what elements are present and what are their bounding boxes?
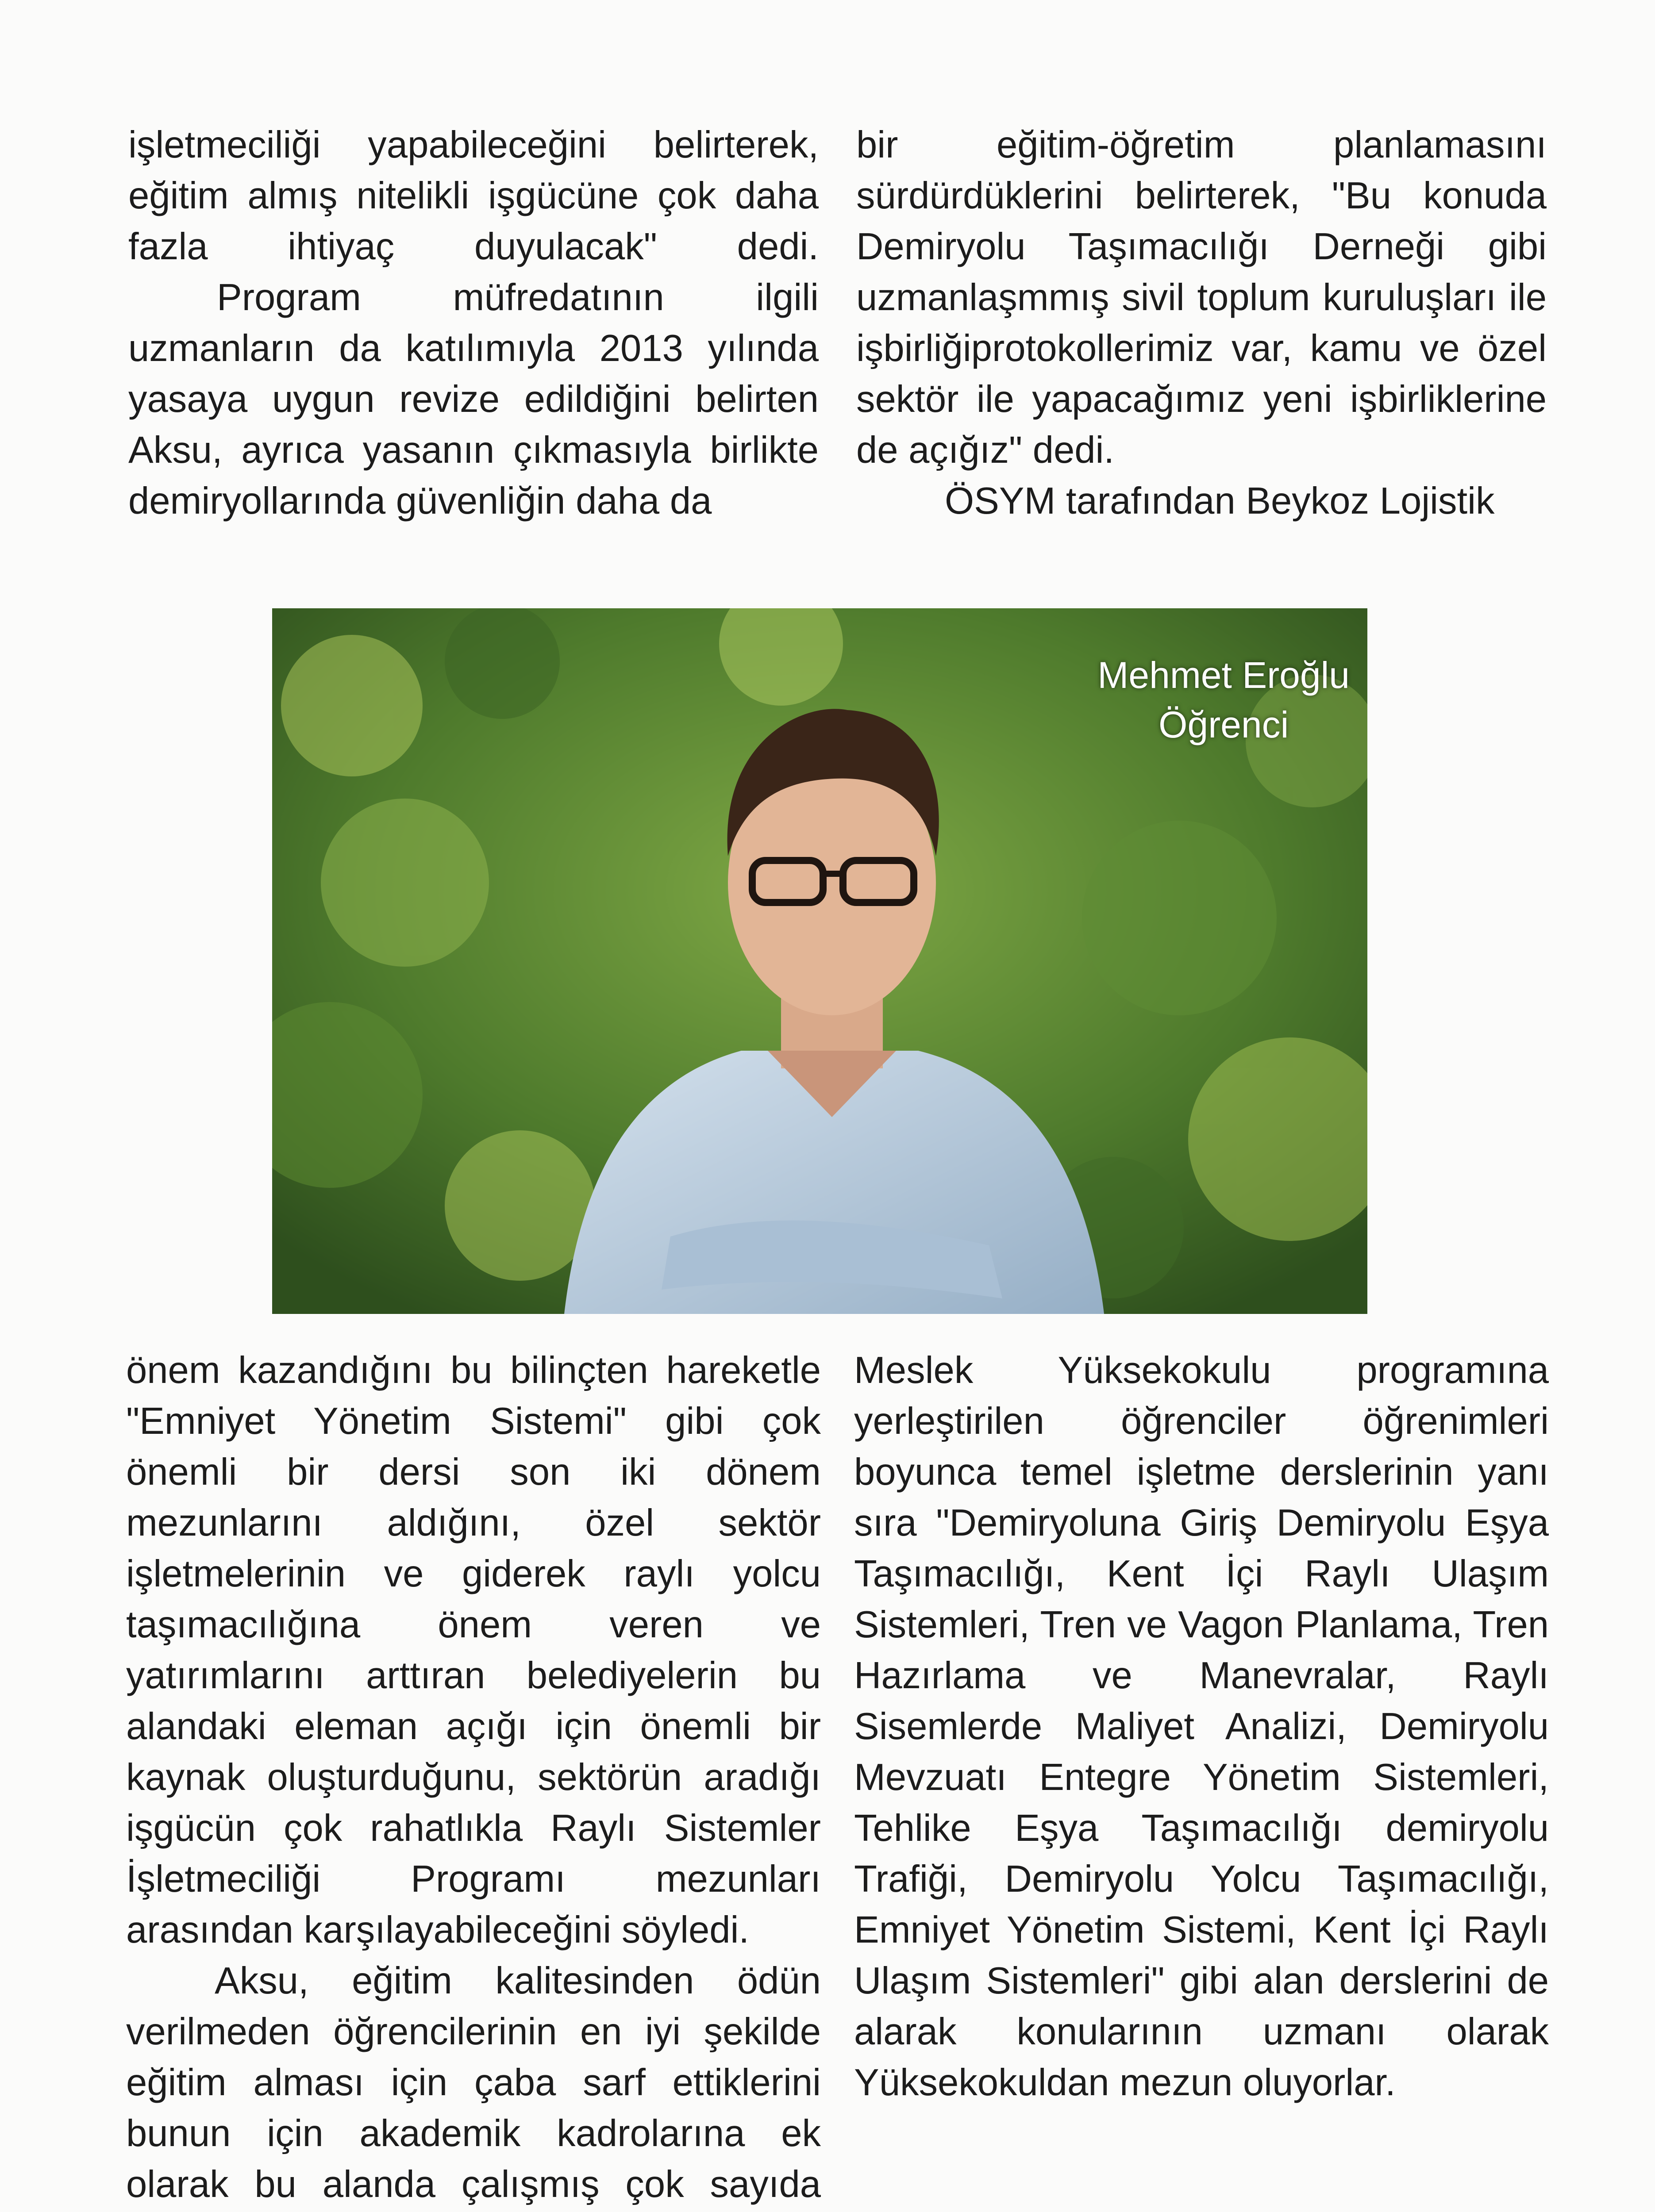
- caption-role: Öğrenci: [1158, 704, 1289, 745]
- article-column-top-left: [128, 119, 819, 526]
- article-column-bottom-left: [126, 1345, 821, 2212]
- caption-name: Mehmet Eroğlu: [1097, 654, 1350, 696]
- paragraph: Program müfredatının ilgili uzmanların da katılımıyla 2013 yılında yasaya uygun revize edildiğini belirten Aksu, ayrıca yasanın çıkmasıyla birlikte demiryollarında güvenliğin daha da: [128, 276, 819, 522]
- paragraph: bir eğitim-öğretim planlamasını sürdürdüklerini belirterek, "Bu konuda Demiryolu Taşımacılığı Derneği gibi uzmanlaşmmış sivil toplum kuruluşları ile işbirliğiprotokollerimiz var, kamu ve özel sektör ile yapacağımız yeni işbirliklerine de açığız" dedi.: [856, 124, 1547, 471]
- paragraph: ÖSYM tarafından Beykoz Lojistik: [945, 480, 1495, 522]
- student-photo: [272, 608, 1367, 1314]
- paragraph: Meslek Yüksekokulu programına yerleştirilen öğrenciler öğrenimleri boyunca temel işletme derslerinin yanı sıra "Demiryoluna Giriş Demiryolu Eşya Taşımacılığı, Kent İçi Raylı Ulaşım Sistemleri, Tren ve Vagon Planlama, Tren Hazırlama ve Manevralar, Raylı Sisemlerde Maliyet Analizi, Demiryolu Mevzuatı Entegre Yönetim Sistemleri, Tehlike Eşya Taşımacılığı demiryolu Trafiği, Demiryolu Yolcu Taşımacılığı, Emniyet Yönetim Sistemi, Kent İçi Raylı Ulaşım Sistemleri" gibi alan derslerini de alarak konularının uzmanı olarak Yüksekokuldan mezun oluyorlar.: [854, 1349, 1549, 2104]
- article-column-top-right: [856, 119, 1547, 526]
- article-column-bottom-right: [854, 1345, 1549, 2108]
- paragraph: Aksu, eğitim kalitesinden ödün verilmeden öğrencilerinin en iyi şekilde eğitim alması için çaba sarf ettiklerini bunun için akademik kadrolarına ek olarak bu alanda çalışmış çok sayıda: [126, 1960, 821, 2205]
- paragraph: işletmeciliği yapabileceğini belirterek, eğitim almış nitelikli işgücüne çok daha fazla ihtiyaç duyulacak" dedi.: [128, 124, 819, 268]
- paragraph: önem kazandığını bu bilinçten hareketle "Emniyet Yönetim Sistemi" gibi çok önemli bir dersi son iki dönem mezunlarını aldığını, özel sektör işletmelerinin ve giderek raylı yolcu taşımacılığına önem veren ve yatırımlarını arttıran belediyelerin bu alandaki eleman açığı için önemli bir kaynak oluşturduğunu, sektörün aradığı işgücün çok rahatlıkla Raylı Sistemler İşletmeciliği Programı mezunları arasından karşılayabileceğini söyledi.: [126, 1349, 821, 1951]
- photo-caption: [1097, 650, 1350, 749]
